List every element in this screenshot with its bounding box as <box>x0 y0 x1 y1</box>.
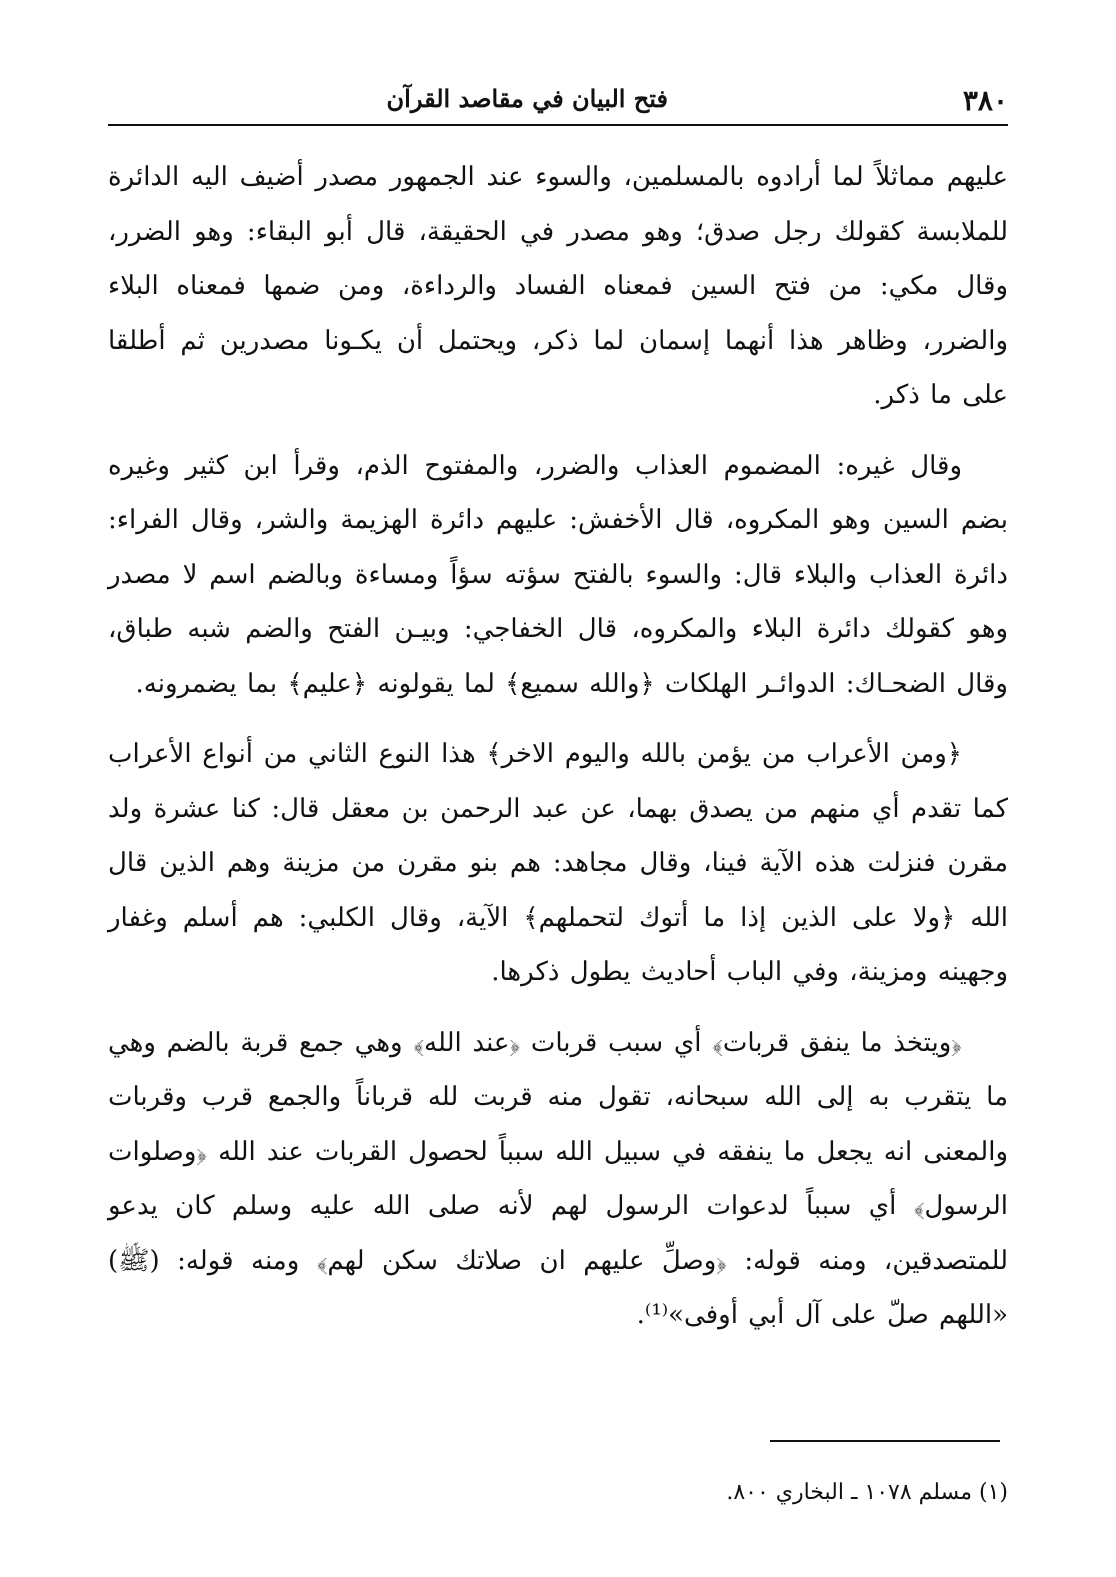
footnote-rule <box>770 1440 1000 1442</box>
paragraph-2: وقال غيره: المضموم العذاب والضرر، والمفتوح الذم، وقرأ ابن كثير وغيره بضم السين وهو المكروه، قال الأخفش: عليهم دائرة الهزيمة والشر، وقال الفراء: دائرة العذاب والبلاء قال: والسوء بالفتح سؤته سؤاً ومساءة وبالضم اسم لا مصدر وهو كقولك دائرة البلاء والمكروه، قال الخفاجي: وبيـن الفتح والضم شبه طباق، وقال الضحـاك: الدوائـر الهلكات ﴿والله سميع﴾ لما يقولونه ﴿عليم﴾ بما يضمرونه. <box>108 450 1008 699</box>
footnote-1: (١) مسلم ١٠٧٨ ـ البخاري ٨٠٠. <box>726 1480 1008 1505</box>
paragraph-4: ﴿ويتخذ ما ينفق قربات﴾ أي سبب قربات ﴿عند الله﴾ وهي جمع قربة بالضم وهي ما يتقرب به إلى الله سبحانه، تقول منه قربت لله قرباناً والجمع قرب وقربات والمعنى انه يجعل ما ينفقه في سبيل الله سبباً لحصول القربات عند الله ﴿وصلوات الرسول﴾ أي سبباً لدعوات الرسول لهم لأنه صلى الله عليه وسلم كان يدعو للمتصدقين، ومنه قوله: ﴿وصلِّ عليهم ان صلاتك سكن لهم﴾ ومنه قوله: (ﷺ) «اللهم صلّ على آل أبي أوفى»⁽¹⁾. <box>108 1027 1008 1330</box>
paragraph-1: عليهم مماثلاً لما أرادوه بالمسلمين، والسوء عند الجمهور مصدر أضيف اليه الدائرة للملابسة كقولك رجل صدق؛ وهو مصدر في الحقيقة، قال أبو البقاء: وهو الضرر، وقال مكي: من فتح السين فمعناه الفساد والرداءة، ومن ضمها فمعناه البلاء والضرر، وظاهر هذا أنهما إسمان لما ذكر، ويحتمل أن يكـونا مصدرين ثم أطلقا على ما ذكر. <box>108 162 1008 410</box>
body-text <box>108 150 1008 1343</box>
page-number: ٣٨٠ <box>962 84 1008 117</box>
paragraph-3: ﴿ومن الأعراب من يؤمن بالله واليوم الاخر﴾ هذا النوع الثاني من أنواع الأعراب كما تقدم أي منهم من يصدق بهما، عن عبد الرحمن بن معقل قال: كنا عشرة ولد مقرن فنزلت هذه الآية فينا، وقال مجاهد: هم بنو مقرن من مزينة وهم الذين قال الله ﴿ولا على الذين إذا ما أتوك لتحملهم﴾ الآية، وقال الكلبي: هم أسلم وغفار وجهينه ومزينة، وفي الباب أحاديث يطول ذكرها. <box>108 739 1008 987</box>
running-title: فتح البيان في مقاصد القرآن <box>386 84 668 113</box>
page-header <box>108 78 1008 124</box>
header-rule <box>108 124 1008 126</box>
